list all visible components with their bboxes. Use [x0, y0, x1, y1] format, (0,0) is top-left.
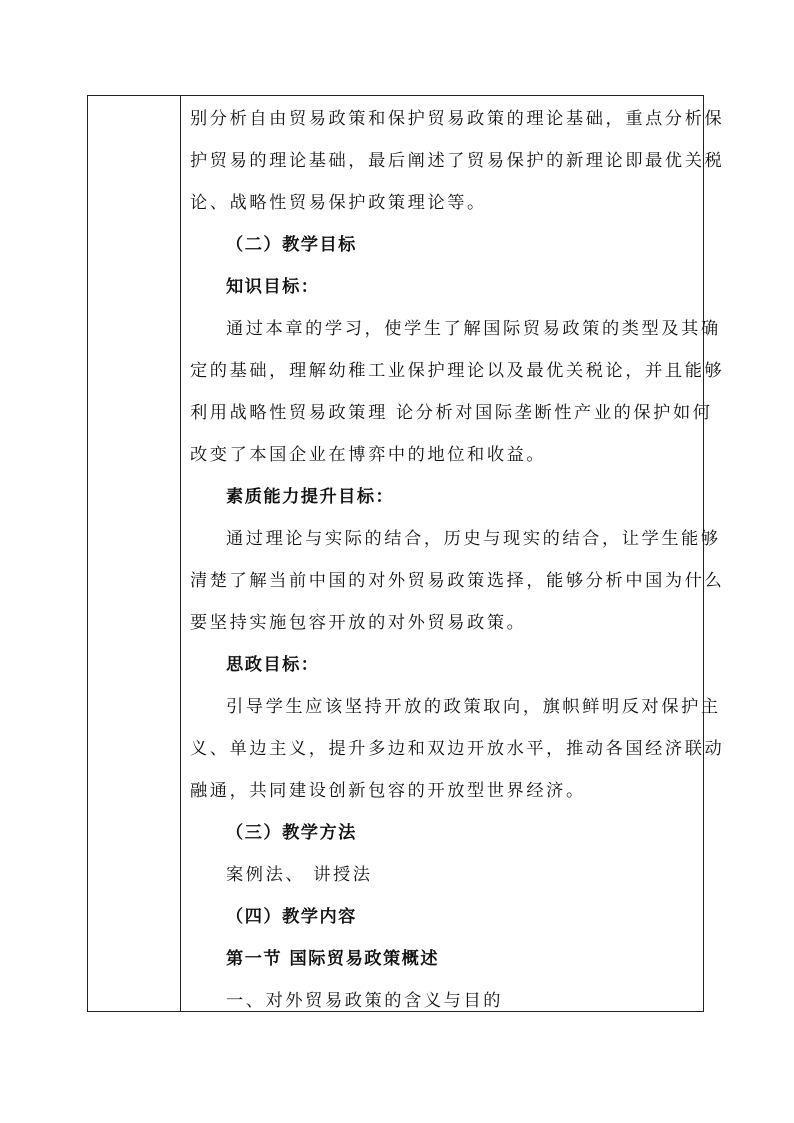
paragraph-line: 别分析自由贸易政策和保护贸易政策的理论基础，重点分析保	[190, 109, 725, 129]
column-divider	[180, 96, 181, 1011]
paragraph-line: 要坚持实施包容开放的对外贸易政策。	[190, 613, 527, 633]
subheading: 知识目标：	[226, 277, 320, 297]
paragraph-line: 利用战略性贸易政策理 论分析对国际垄断性产业的保护如何	[190, 403, 713, 423]
paragraph-line: 引导学生应该坚持开放的政策取向，旗帜鲜明反对保护主	[226, 697, 721, 717]
subheading: 素质能力提升目标：	[226, 487, 395, 507]
section-heading: （三）教学方法	[226, 823, 357, 843]
paragraph-line: 改变了本国企业在博弈中的地位和收益。	[190, 445, 547, 465]
paragraph-line: 一、对外贸易政策的含义与目的	[226, 991, 504, 1011]
paragraph-line: 义、单边主义，提升多边和双边开放水平，推动各国经济联动	[190, 739, 725, 759]
section-heading: （二）教学目标	[226, 235, 357, 255]
paragraph-line: 通过本章的学习，使学生了解国际贸易政策的类型及其确	[226, 319, 721, 339]
paragraph-line: 护贸易的理论基础，最后阐述了贸易保护的新理论即最优关税	[190, 151, 725, 171]
paragraph-line: 融通，共同建设创新包容的开放型世界经济。	[190, 781, 586, 801]
subheading: 思政目标：	[226, 655, 320, 675]
chapter-section-heading: 第一节 国际贸易政策概述	[226, 949, 440, 969]
paragraph-line: 清楚了解当前中国的对外贸易政策选择，能够分析中国为什么	[190, 571, 725, 591]
paragraph-line: 定的基础，理解幼稚工业保护理论以及最优关税论，并且能够	[190, 361, 725, 381]
paragraph-line: 案例法、 讲授法	[226, 865, 373, 885]
section-heading: （四）教学内容	[226, 907, 357, 927]
content-table	[87, 95, 725, 1012]
paragraph-line: 通过理论与实际的结合，历史与现实的结合，让学生能够	[226, 529, 721, 549]
paragraph-line: 论、战略性贸易保护政策理论等。	[190, 193, 487, 213]
